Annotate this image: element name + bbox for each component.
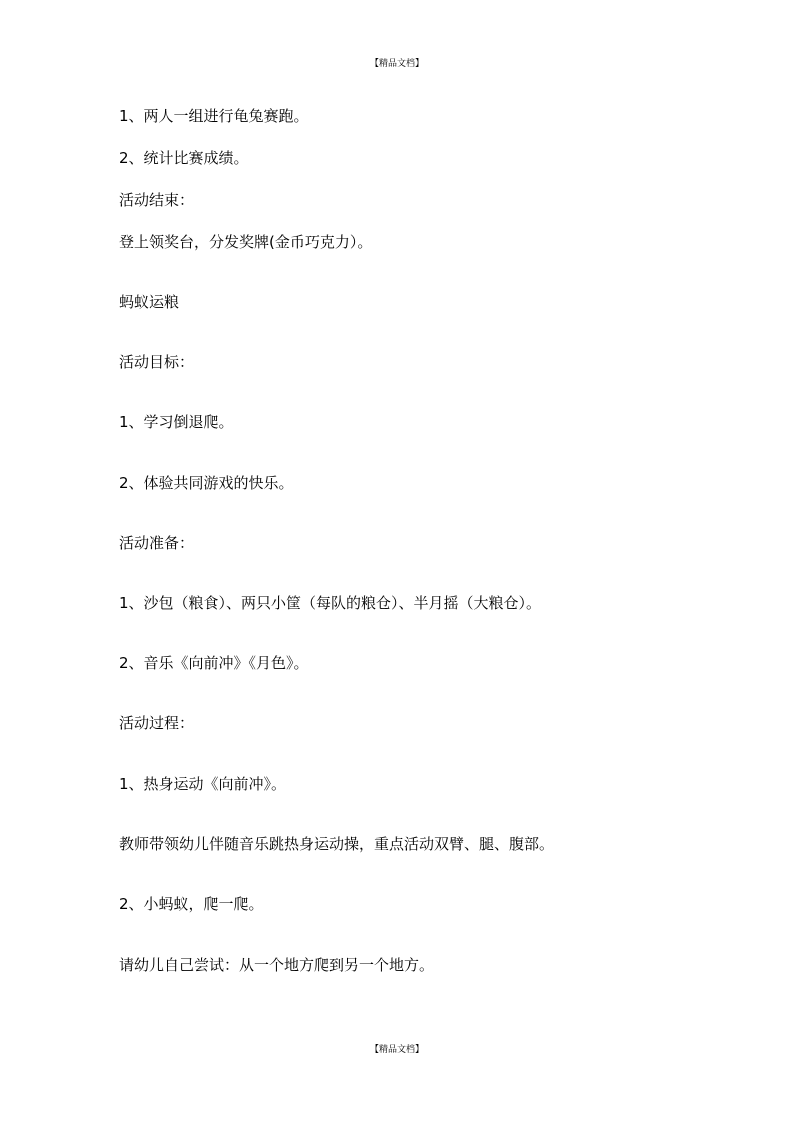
text-line: 1、学习倒退爬。 — [119, 413, 234, 431]
text-line: 活动结束： — [119, 191, 195, 209]
text-line: 1、沙包（粮食）、两只小筐（每队的粮仓）、半月摇（大粮仓）。 — [119, 594, 542, 612]
text-line: 登上领奖台，分发奖牌(金币巧克力）。 — [119, 233, 373, 251]
text-line: 活动准备： — [119, 534, 195, 552]
text-line: 1、热身运动《向前冲》。 — [119, 775, 287, 793]
text-line: 2、小蚂蚁，爬一爬。 — [119, 895, 264, 913]
text-line: 2、统计比赛成绩。 — [119, 149, 249, 167]
text-line: 1、两人一组进行龟兔赛跑。 — [119, 107, 309, 125]
text-line: 活动目标： — [119, 353, 195, 371]
text-line: 教师带领幼儿伴随音乐跳热身运动操，重点活动双臂、腿、腹部。 — [119, 835, 555, 853]
text-line: 2、音乐《向前冲》《月色》。 — [119, 654, 309, 672]
page-header: 【精品文档】 — [369, 59, 424, 69]
page-footer: 【精品文档】 — [369, 1045, 424, 1055]
text-line: 请幼儿自己尝试：从一个地方爬到另一个地方。 — [119, 956, 435, 974]
text-line: 2、体验共同游戏的快乐。 — [119, 474, 294, 492]
section-title: 蚂蚁运粮 — [119, 293, 180, 311]
text-line: 活动过程： — [119, 714, 195, 732]
